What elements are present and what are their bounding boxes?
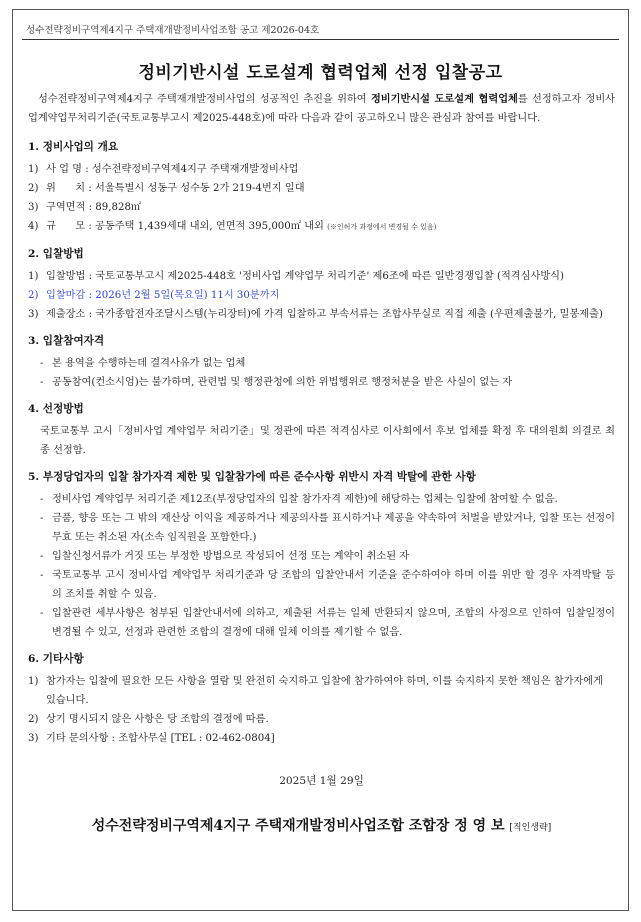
list-item	[28, 509, 615, 547]
list-item	[28, 179, 615, 198]
item-value: 성수전략정비구역제4지구 주택재개발정비사업	[91, 164, 299, 175]
bullet-dash: -	[40, 513, 44, 524]
list-item	[28, 672, 615, 710]
item-label: 위 치 :	[46, 183, 96, 194]
section-eligibility	[28, 332, 615, 392]
item-label: 구역면적 :	[46, 202, 96, 213]
item-value-text: 공동주택 1,439세대 내외, 연면적 395,000㎡ 내외	[95, 221, 328, 232]
list-item	[28, 354, 615, 373]
notice-number: 성수전략정비구역제4지구 주택재개발정비사업조합 공고 제2026-04호	[26, 25, 320, 36]
list-item	[28, 710, 615, 729]
item-number: 1)	[28, 676, 39, 687]
item-label: 사 업 명 :	[46, 164, 92, 175]
list-item	[28, 729, 615, 748]
item-text: 공동참여(컨소시엄)는 불가하며, 관련법 및 행정관청에 의한 위법행위로 행정처분을 받은 사실이 없는 자	[52, 377, 513, 388]
section-title: 5. 부정당업자의 입찰 참가자격 제한 및 입찰참가에 따른 준수사항 위반시 자격 박탈에 관한 사항	[28, 471, 476, 483]
item-label: 규 모 :	[46, 221, 96, 232]
list-item	[28, 305, 615, 324]
bullet-dash: -	[40, 494, 44, 505]
bullet-dash: -	[40, 608, 44, 619]
list-item	[28, 267, 615, 286]
bullet-dash: -	[40, 358, 44, 369]
section-text: 국토교통부 고시「정비사업 계약업무 처리기준」및 정관에 따른 적격심사로 이사회에서 후보 업체를 확정 후 대의원회 의결로 최종 선정함.	[40, 426, 615, 456]
item-number: 3)	[28, 733, 39, 744]
section-overview	[28, 138, 615, 237]
item-text: 국토교통부 고시 정비사업 계약업무 처리기준과 당 조합의 입찰안내서 기준을 준수하여야 하며 이를 위반 할 경우 자격박탈 등의 조치를 취할 수 있음.	[52, 570, 615, 600]
item-text: 금품, 향응 또는 그 밖의 재산상 이익을 제공하거나 제공의사를 표시하거나 제공을 약속하여 처벌을 받았거나, 입찰 또는 선정이 무효 또는 취소된 자(소속 임직원을 포함한다.)	[52, 513, 615, 543]
bid-deadline: 2026년 2월 5일(목요일) 11시 30분까지	[95, 290, 280, 301]
list-item	[28, 160, 615, 179]
section-selection	[28, 400, 615, 460]
item-text: 입찰신청서류가 거짓 또는 부정한 방법으로 작성되어 선정 또는 계약이 취소된 자	[52, 551, 410, 562]
seal-omitted: [직인생략]	[509, 823, 552, 833]
item-label: 입찰마감 :	[46, 290, 96, 301]
section-title: 3. 입찰참여자격	[28, 335, 105, 347]
header-divider	[22, 39, 619, 40]
item-number: 2)	[28, 183, 39, 194]
list-item	[28, 373, 615, 392]
item-value: 국가종합전자조달시스템(누리장터)에 가격 입찰하고 부속서류는 조합사무실로 직접 제출 (우편제출불가, 밀봉제출)	[95, 309, 603, 320]
item-number: 4)	[28, 221, 39, 232]
item-number: 2)	[28, 290, 39, 301]
page-title: 정비기반시설 도로설계 협력업체 선정 입찰공고	[138, 63, 503, 83]
contact-info: 기타 문의사항 : 조합사무실 [TEL : 02-462-0804]	[46, 733, 275, 744]
item-value: 참가자는 입찰에 필요한 모든 사항을 열람 및 완전히 숙지하고 입찰에 참가하여야 하며, 이를 숙지하지 못한 책임은 참가자에게 있습니다.	[46, 676, 603, 706]
section-title: 4. 선정방법	[28, 403, 84, 415]
item-value: 서울특별시 성동구 성수동 2가 219-4번지 일대	[95, 183, 305, 194]
list-item	[28, 547, 615, 566]
notice-date: 2025년 1월 29일	[279, 775, 364, 787]
item-label: 입찰방법 :	[46, 271, 96, 282]
intro-text-2: 를 선정하고자 정비사업계약업무처리기준(국토교통부고시 제2025-448호)에 따라 다음과 같이 공고하오니 많은 관심과 참여를 바랍니다.	[28, 94, 616, 124]
bullet-dash: -	[40, 570, 44, 581]
section-disqualification	[28, 468, 615, 642]
item-number: 3)	[28, 202, 39, 213]
bullet-dash: -	[40, 377, 44, 388]
list-item	[28, 198, 615, 217]
list-item	[28, 566, 615, 604]
section-misc	[28, 650, 615, 748]
bullet-dash: -	[40, 551, 44, 562]
intro-bold-text: 정비기반시설 도로설계 협력업체	[370, 93, 518, 105]
section-title: 6. 기타사항	[28, 653, 84, 665]
item-label: 제출장소 :	[46, 309, 96, 320]
list-item	[28, 490, 615, 509]
list-item	[28, 604, 615, 642]
list-item	[28, 217, 615, 237]
item-number: 1)	[28, 164, 39, 175]
intro-paragraph	[28, 90, 615, 128]
signer	[28, 817, 615, 838]
section-title: 2. 입찰방법	[28, 248, 84, 260]
item-number: 1)	[28, 271, 39, 282]
notice-body	[28, 90, 615, 838]
item-note: (※인허가 과정에서 변경될 수 있음)	[327, 223, 437, 231]
item-text: 본 용역을 수행하는데 결격사유가 없는 업체	[52, 358, 246, 369]
item-value: 국토교통부고시 제2025-448호 '정비사업 계약업무 처리기준' 제6조에 따른 일반경쟁입찰 (적격심사방식)	[95, 271, 564, 282]
item-value: 89,828㎡	[95, 202, 142, 213]
item-text: 입찰관련 세부사항은 첨부된 입찰안내서에 의하고, 제출된 서류는 일체 반환되지 않으며, 조합의 사정으로 인하여 입찰일정이 변경될 수 있고, 선정과 관련한 조합의 결정에 대해 일체 이의를 제기할 수 없음.	[52, 608, 615, 638]
list-item-deadline	[28, 286, 615, 305]
item-number: 2)	[28, 714, 39, 725]
item-text: 정비사업 계약업무 처리기준 제12조(부정당업자의 입찰 참가자격 제한)에 해당하는 업체는 입찰에 참여할 수 없음.	[52, 494, 558, 505]
item-value: 상기 명시되지 않은 사항은 당 조합의 결정에 따름.	[46, 714, 269, 725]
item-number: 3)	[28, 309, 39, 320]
item-value	[95, 217, 615, 237]
intro-text-1: 성수전략정비구역제4지구 주택재개발정비사업의 성공적인 추진을 위하여	[38, 94, 371, 105]
signer-name: 성수전략정비구역제4지구 주택재개발정비사업조합 조합장 정 영 보	[91, 818, 505, 834]
section-title: 1. 정비사업의 개요	[28, 141, 119, 153]
section-bid-method	[28, 245, 615, 324]
